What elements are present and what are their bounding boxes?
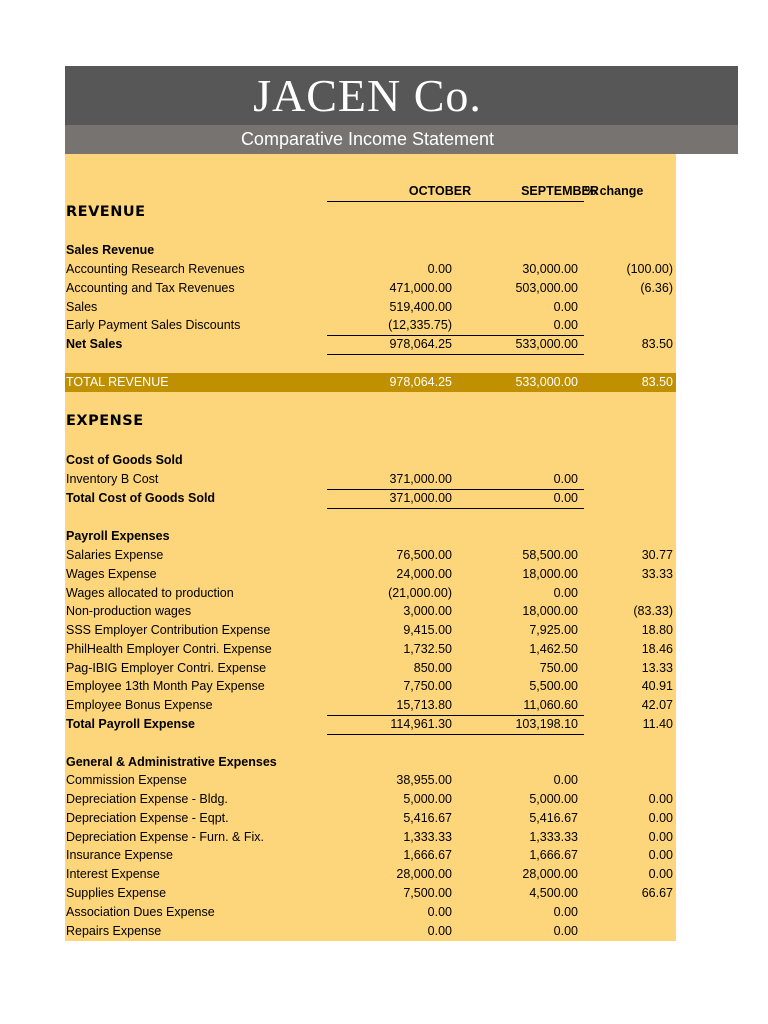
september-value: 0.00: [553, 924, 578, 938]
table-row: [65, 260, 676, 279]
row-label: Inventory B Cost: [66, 472, 159, 486]
percent-change-value: (6.36): [640, 281, 673, 295]
subtitle-banner: [65, 125, 738, 154]
row-label: Payroll Expenses: [66, 529, 170, 543]
row-label: EXPENSE: [66, 413, 144, 429]
row-label: Depreciation Expense - Eqpt.: [66, 811, 229, 825]
september-value: 1,666.67: [529, 848, 578, 862]
row-label: Non-production wages: [66, 604, 192, 618]
october-value: 5,416.67: [403, 811, 452, 825]
percent-change-value: 40.91: [641, 679, 673, 693]
row-label: Sales Revenue: [66, 243, 155, 257]
subtotal-underline: [327, 734, 584, 735]
october-value: 1,732.50: [403, 642, 452, 656]
october-value: (12,335.75): [388, 318, 452, 332]
october-value: 371,000.00: [389, 491, 452, 505]
column-header-row: [65, 182, 676, 201]
october-value: 3,000.00: [403, 604, 452, 618]
september-value: 0.00: [553, 491, 578, 505]
october-value: 0.00: [427, 905, 452, 919]
section-heading-revenue: [65, 202, 676, 223]
table-row: [65, 565, 676, 584]
september-value: 28,000.00: [522, 867, 578, 881]
percent-change-value: 33.33: [641, 567, 673, 581]
table-row: [65, 546, 676, 565]
row-label: Employee Bonus Expense: [66, 698, 213, 712]
september-value: 0.00: [553, 905, 578, 919]
row-label: Wages allocated to production: [66, 586, 234, 600]
september-value: 58,500.00: [522, 548, 578, 562]
subtotal-underline: [327, 508, 584, 509]
percent-change-value: 0.00: [648, 867, 673, 881]
column-header-percent-change: % change: [585, 184, 644, 198]
row-label: Net Sales: [66, 337, 123, 351]
table-row: [65, 696, 676, 715]
subtotal-underline: [327, 354, 584, 355]
table-row: [65, 922, 676, 941]
table-row: [65, 298, 676, 317]
row-label: General & Administrative Expenses: [66, 755, 277, 769]
row-label: Employee 13th Month Pay Expense: [66, 679, 265, 693]
percent-change-value: 11.40: [642, 717, 673, 731]
table-row: [65, 621, 676, 640]
table-row: [65, 865, 676, 884]
column-header-september: SEPTEMBER: [521, 184, 599, 198]
september-value: 5,500.00: [529, 679, 578, 693]
percent-change-value: 0.00: [648, 811, 673, 825]
october-value: 7,750.00: [403, 679, 452, 693]
row-label: Repairs Expense: [66, 924, 162, 938]
october-value: 0.00: [427, 924, 452, 938]
september-value: 103,198.10: [515, 717, 578, 731]
september-value: 0.00: [553, 586, 578, 600]
september-value: 1,333.33: [529, 830, 578, 844]
table-row: [65, 903, 676, 922]
september-value: 533,000.00: [515, 375, 578, 389]
row-label: Wages Expense: [66, 567, 157, 581]
subsection-heading: [65, 241, 676, 260]
row-label: Accounting and Tax Revenues: [66, 281, 235, 295]
october-value: 978,064.25: [389, 337, 452, 351]
statement-title: Comparative Income Statement: [240, 129, 495, 149]
october-value: 850.00: [413, 661, 452, 675]
september-value: 0.00: [553, 318, 578, 332]
october-value: 471,000.00: [389, 281, 452, 295]
september-value: 18,000.00: [522, 604, 578, 618]
table-row: [65, 602, 676, 621]
october-value: 76,500.00: [396, 548, 452, 562]
subsection-heading: [65, 451, 676, 470]
subsection-heading: [65, 527, 676, 546]
october-value: 5,000.00: [403, 792, 452, 806]
october-value: 0.00: [427, 262, 452, 276]
october-value: 371,000.00: [389, 472, 452, 486]
section-heading-expense: [65, 411, 676, 432]
subtotal-row: [65, 715, 676, 734]
september-value: 0.00: [553, 773, 578, 787]
october-value: 7,500.00: [403, 886, 452, 900]
percent-change-value: 13.33: [641, 661, 673, 675]
september-value: 503,000.00: [515, 281, 578, 295]
percent-change-value: (100.00): [626, 262, 673, 276]
september-value: 533,000.00: [515, 337, 578, 351]
october-value: 114,961.30: [390, 717, 452, 731]
percent-change-value: 18.46: [641, 642, 673, 656]
percent-change-value: 0.00: [648, 792, 673, 806]
september-value: 30,000.00: [522, 262, 578, 276]
percent-change-value: 18.80: [641, 623, 673, 637]
table-row: [65, 470, 676, 489]
october-value: 1,666.67: [403, 848, 452, 862]
subtotal-row: [65, 489, 676, 508]
september-value: 7,925.00: [529, 623, 578, 637]
october-value: 519,400.00: [389, 300, 452, 314]
table-row: [65, 279, 676, 298]
row-label: SSS Employer Contribution Expense: [66, 623, 271, 637]
table-row: [65, 790, 676, 809]
september-value: 5,416.67: [529, 811, 578, 825]
row-label: Insurance Expense: [66, 848, 174, 862]
table-row: [65, 771, 676, 790]
table-row: [65, 809, 676, 828]
percent-change-value: 66.67: [641, 886, 673, 900]
row-label: PhilHealth Employer Contri. Expense: [66, 642, 272, 656]
table-row: [65, 828, 676, 847]
row-label: Interest Expense: [66, 867, 160, 881]
october-value: (21,000.00): [388, 586, 452, 600]
row-label: TOTAL REVENUE: [66, 375, 169, 389]
row-label: Total Cost of Goods Sold: [66, 491, 216, 505]
table-row: [65, 316, 676, 335]
subsection-heading: [65, 753, 676, 772]
row-label: Accounting Research Revenues: [66, 262, 245, 276]
october-value: 978,064.25: [389, 375, 452, 389]
september-value: 1,462.50: [529, 642, 578, 656]
percent-change-value: 0.00: [648, 848, 673, 862]
table-row: [65, 846, 676, 865]
row-label: Association Dues Expense: [66, 905, 215, 919]
october-value: 28,000.00: [396, 867, 452, 881]
october-value: 9,415.00: [403, 623, 452, 637]
october-value: 1,333.33: [403, 830, 452, 844]
income-statement-sheet: [65, 154, 676, 941]
row-label: Supplies Expense: [66, 886, 167, 900]
percent-change-value: 0.00: [648, 830, 673, 844]
table-row: [65, 640, 676, 659]
october-value: 24,000.00: [396, 567, 452, 581]
october-value: 15,713.80: [396, 698, 452, 712]
percent-change-value: 42.07: [641, 698, 673, 712]
percent-change-value: (83.33): [633, 604, 673, 618]
october-value: 38,955.00: [396, 773, 452, 787]
september-value: 18,000.00: [522, 567, 578, 581]
percent-change-value: 83.50: [641, 337, 673, 351]
september-value: 11,060.60: [523, 698, 578, 712]
row-label: Cost of Goods Sold: [66, 453, 183, 467]
september-value: 0.00: [553, 300, 578, 314]
row-label: Early Payment Sales Discounts: [66, 318, 241, 332]
row-label: REVENUE: [66, 204, 146, 220]
september-value: 5,000.00: [529, 792, 578, 806]
column-header-october: OCTOBER: [408, 184, 472, 198]
table-row: [65, 677, 676, 696]
september-value: 4,500.00: [529, 886, 578, 900]
row-label: Depreciation Expense - Bldg.: [66, 792, 228, 806]
table-row: [65, 884, 676, 903]
table-row: [65, 659, 676, 678]
row-label: Salaries Expense: [66, 548, 164, 562]
september-value: 750.00: [539, 661, 578, 675]
title-banner: [65, 66, 738, 125]
subtotal-row: [65, 335, 676, 354]
company-name: JACEN Co.: [253, 69, 482, 121]
september-value: 0.00: [553, 472, 578, 486]
row-label: Sales: [66, 300, 98, 314]
total-revenue-row: [65, 373, 676, 392]
table-row: [65, 584, 676, 603]
row-label: Total Payroll Expense: [66, 717, 195, 731]
percent-change-value: 30.77: [641, 548, 673, 562]
row-label: Depreciation Expense - Furn. & Fix.: [66, 830, 264, 844]
row-label: Pag-IBIG Employer Contri. Expense: [66, 661, 267, 675]
row-label: Commission Expense: [66, 773, 187, 787]
percent-change-value: 83.50: [641, 375, 673, 389]
